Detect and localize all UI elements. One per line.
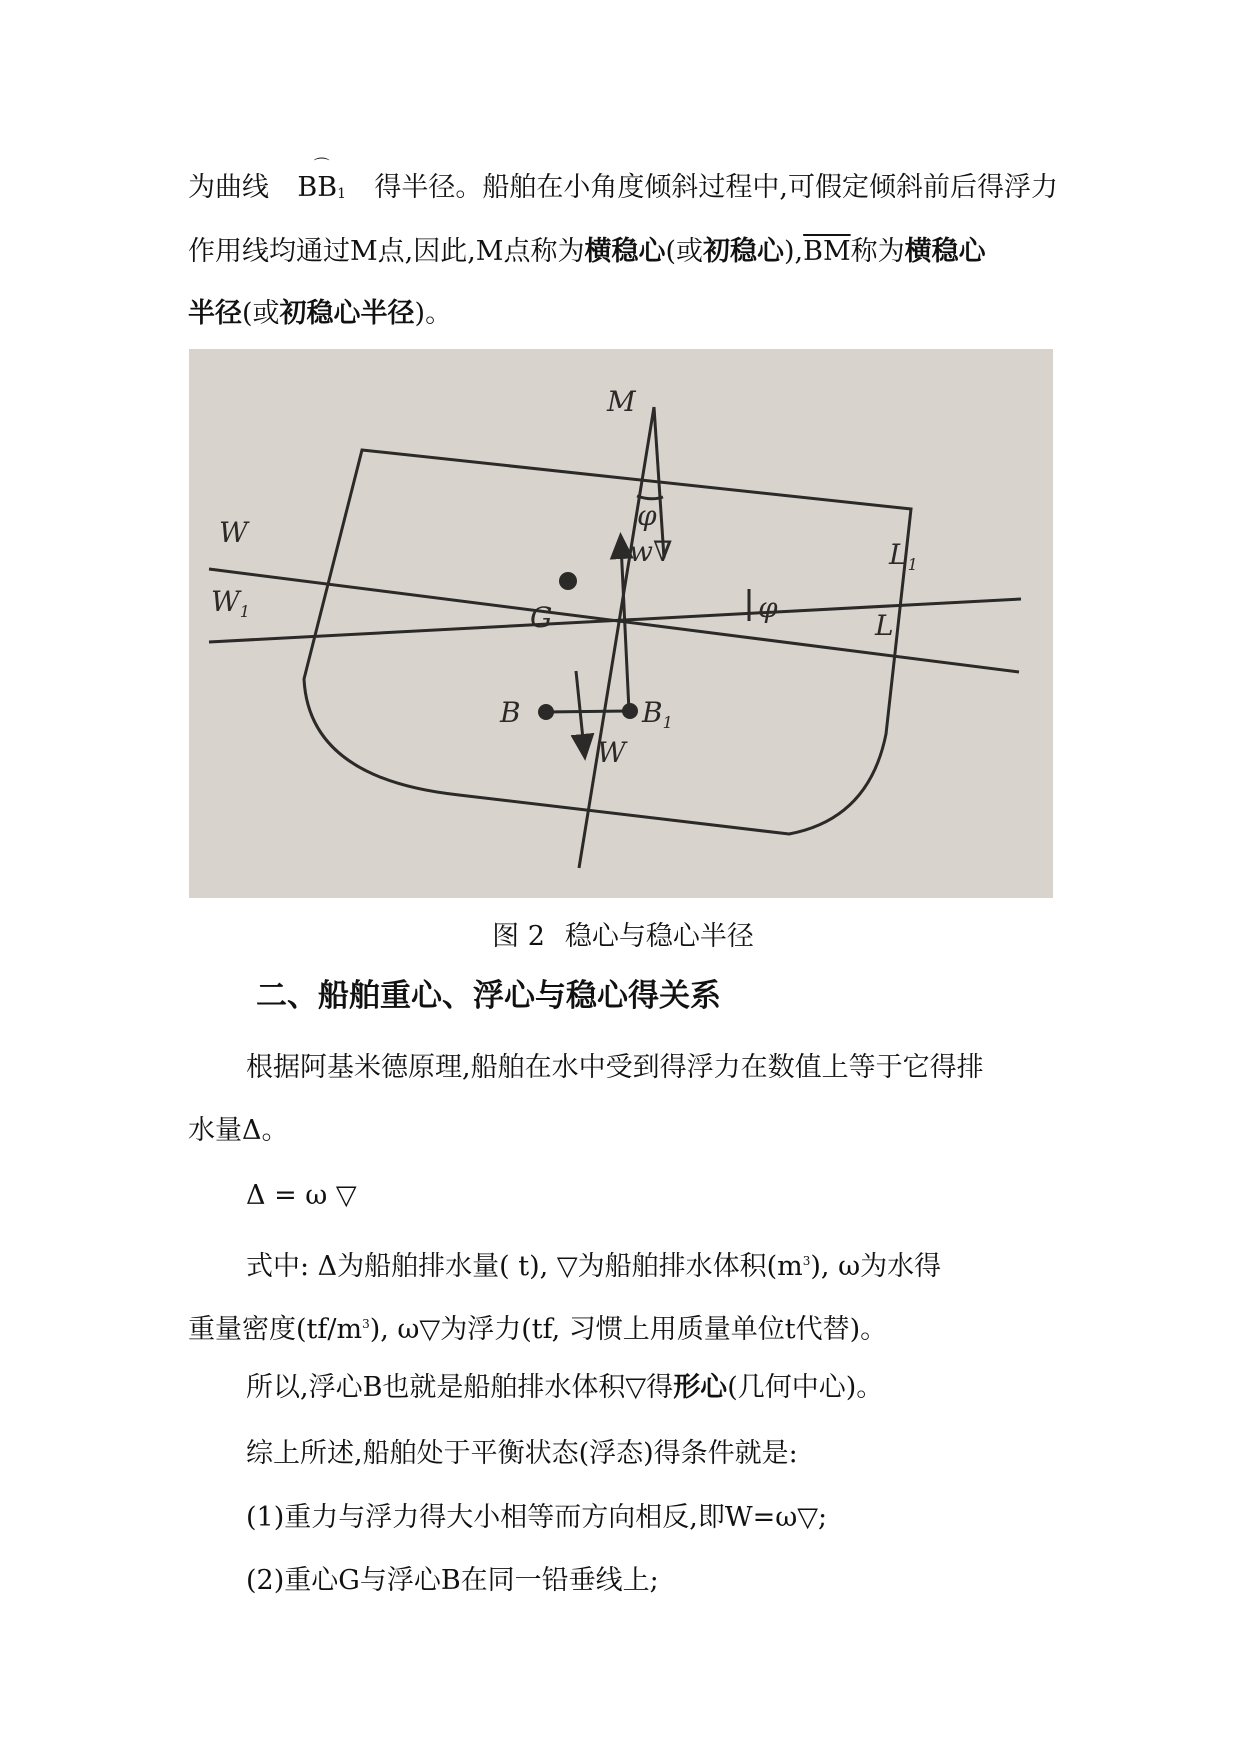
label-phi-right: φ bbox=[758, 591, 778, 624]
label-w-arrow: W bbox=[597, 736, 626, 769]
para1-line1-pre: 为曲线 bbox=[188, 172, 269, 203]
para1-line3: 半径(或初稳心半径)。 bbox=[188, 298, 453, 329]
caption-title: 稳心与稳心半径 bbox=[564, 921, 754, 952]
para2-line2: 水量Δ。 bbox=[188, 1115, 289, 1146]
section-heading: 二、船舶重心、浮心与稳心得关系 bbox=[256, 978, 721, 1014]
arc-bb1: ⌒ BB1 bbox=[297, 156, 346, 203]
para1-line1 bbox=[188, 156, 1058, 212]
para2-line1: 根据阿基米德原理,船舶在水中受到得浮力在数值上等于它得排 bbox=[246, 1052, 984, 1083]
label-l1: $L_1$ bbox=[889, 538, 918, 574]
label-w: W bbox=[219, 516, 248, 549]
para3-line1: 式中: Δ为船舶排水量( t), ▽为船舶排水体积$(m^3)$, ω为水得 bbox=[246, 1251, 942, 1282]
label-w1: $W_1$ bbox=[211, 585, 250, 621]
term-initial-metacenter: 初稳心 bbox=[703, 236, 785, 267]
figure-caption bbox=[188, 914, 1058, 953]
condition-item-1: (1)重力与浮力得大小相等而方向相反,即W=ω▽; bbox=[246, 1502, 828, 1533]
condition-item-2: (2)重心G与浮心B在同一铅垂线上; bbox=[246, 1565, 659, 1596]
para3-line2: 重量密度$(tf/m^3)$, ω▽为浮力(tf, 习惯上用质量单位t代替)。 bbox=[188, 1314, 888, 1345]
metacenter-diagram bbox=[189, 349, 1053, 898]
label-l: L bbox=[875, 609, 894, 642]
term-initial-metacentric-radius: 初稳心半径 bbox=[279, 298, 415, 329]
bm-symbol: $\overline{BM}$ bbox=[803, 236, 851, 267]
label-b1: $B_1$ bbox=[642, 696, 673, 732]
term-transverse-metacenter-2: 横稳心 bbox=[904, 236, 986, 267]
label-m: M bbox=[607, 385, 636, 418]
point-b1 bbox=[622, 703, 638, 719]
para1-line2: 作用线均通过M点,因此,M点称为横稳心(或初稳心)$,\overline{BM}$称为横稳心 bbox=[188, 236, 986, 267]
term-centroid: 形心 bbox=[673, 1372, 728, 1403]
hull-outline bbox=[304, 450, 911, 834]
formula: Δ = ω ▽ bbox=[246, 1180, 357, 1211]
term-transverse-metacenter: 横稳心 bbox=[584, 236, 666, 267]
label-g: G bbox=[530, 601, 553, 634]
label-phi-top: φ bbox=[637, 499, 657, 532]
point-g bbox=[559, 572, 577, 590]
para5: 综上所述,船舶处于平衡状态(浮态)得条件就是: bbox=[246, 1438, 798, 1469]
diagram-svg bbox=[189, 349, 1053, 898]
b-to-b1-line bbox=[544, 711, 629, 712]
point-b bbox=[538, 704, 554, 720]
label-b: B bbox=[500, 696, 521, 729]
arc-mark-icon: ⌒ bbox=[313, 156, 330, 175]
para1-line1-post: 得半径。船舶在小角度倾斜过程中,可假定倾斜前后得浮力 bbox=[374, 172, 1058, 203]
label-wv: w∇ bbox=[629, 535, 673, 568]
para4: 所以,浮心B也就是船舶排水体积▽得形心(几何中心)。 bbox=[246, 1372, 884, 1403]
caption-number: 图 2 bbox=[492, 921, 545, 952]
weight-arrow bbox=[576, 671, 584, 749]
